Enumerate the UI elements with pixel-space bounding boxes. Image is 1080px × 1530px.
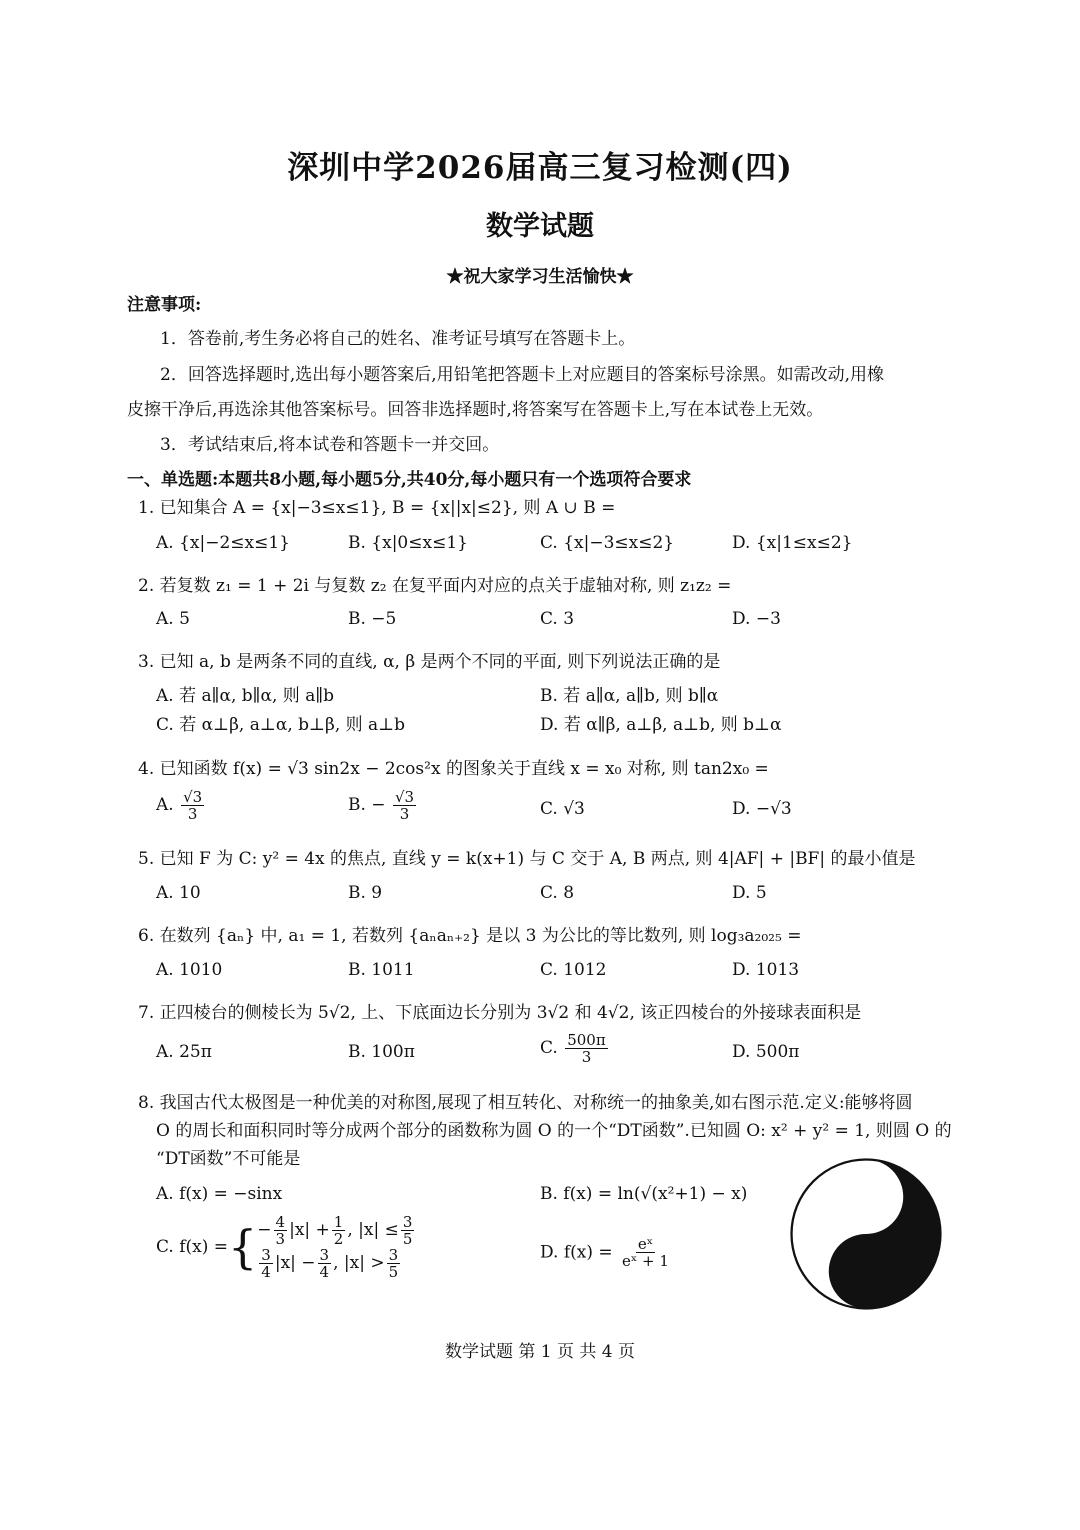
piece-2-frac-2 [318,1247,332,1280]
q4-option-b [348,789,418,822]
q8-option-c [156,1214,416,1280]
piece-1 [257,1214,416,1247]
q1-stem: 1. 已知集合 A = {x|−3≤x≤1}, B = {x||x|≤2}, 则 A ∪ B = [138,498,616,518]
notice-item-2-cont: 皮擦干净后,再选涂其他答案标号。回答非选择题时,将答案写在答题卡上,写在本试卷上无效。 [127,400,824,420]
q7-option-b: B. 100π [348,1042,415,1062]
piece-1-sign: − [257,1220,272,1240]
frac-den: 4 [319,1263,330,1281]
piece-1-frac-2 [332,1214,346,1247]
frac-num: 4 [275,1213,286,1231]
q8-d-label: D. f(x) = [540,1242,613,1263]
q5-option-c: C. 8 [540,883,575,903]
q3-option-c: C. 若 α⊥β, a⊥α, b⊥β, 则 a⊥b [156,715,406,735]
q8-option-a: A. f(x) = −sinx [156,1184,283,1204]
q8-d-num: eˣ [637,1235,654,1253]
frac-den: 4 [261,1263,271,1281]
motto: ★祝大家学习生活愉快★ [446,267,634,287]
piece-2-frac-3 [387,1247,401,1280]
frac-den: 2 [333,1230,344,1248]
q8-stem-line3: “DT函数”不可能是 [156,1149,301,1169]
q7-c-den: 3 [581,1048,592,1066]
q3-option-b: B. 若 a∥α, a∥b, 则 b∥α [540,686,719,706]
q7-c-num: 500π [567,1031,606,1049]
taiji-dark-dot [858,1263,875,1280]
piece-1-frac-3 [401,1214,415,1247]
frac-num: 3 [319,1246,330,1264]
q4-a-den: 3 [187,805,198,823]
frac-num: 3 [388,1246,399,1264]
q4-a-label: A. [156,795,174,815]
piece-1-cond: , |x| ≤ [347,1220,399,1240]
page-title: 深圳中学2026届高三复习检测(四) [287,150,793,186]
piecewise-brace: { [228,1220,258,1274]
notice-item-2: 2．回答选择题时,选出每小题答案后,用铅笔把答题卡上对应题目的答案标号涂黑。如需改动,用橡 [160,365,885,385]
q8-option-d [540,1236,673,1269]
q4-stem: 4. 已知函数 f(x) = √3 sin2x − 2cos²x 的图象关于直线 x = x₀ 对称, 则 tan2x₀ = [138,759,769,779]
q4-a-num: √3 [183,788,203,806]
q5-option-a: A. 10 [156,883,201,903]
q8-c-label: C. f(x) = [156,1237,229,1257]
q2-option-a: A. 5 [156,609,190,629]
q1-option-b: B. {x|0≤x≤1} [348,533,468,553]
q6-option-d: D. 1013 [732,960,800,980]
q7-option-c [540,1032,610,1065]
q6-option-c: C. 1012 [540,960,607,980]
q8-stem-line2: O 的周长和面积同时等分成两个部分的函数称为圆 O 的一个“DT函数”.已知圆 O: x² + y² = 1, 则圆 O 的 [156,1121,952,1141]
q7-c-label: C. [540,1038,558,1058]
q5-option-d: D. 5 [732,883,767,903]
q7-stem: 7. 正四棱台的侧棱长为 5√2, 上、下底面边长分别为 3√2 和 4√2, 该正四棱台的外接球表面积是 [138,1003,862,1023]
taiji-symbol-figure [790,1158,942,1310]
q6-option-b: B. 1011 [348,960,415,980]
frac-num: 3 [402,1213,413,1231]
q2-option-b: B. −5 [348,609,397,629]
q2-option-d: D. −3 [732,609,781,629]
q1-option-a: A. {x|−2≤x≤1} [156,533,290,553]
notice-item-3: 3．考试结束后,将本试卷和答题卡一并交回。 [160,435,500,455]
piecewise-cases [257,1214,416,1280]
q8-option-b: B. f(x) = ln(√(x²+1) − x) [540,1184,748,1204]
q5-stem: 5. 已知 F 为 C: y² = 4x 的焦点, 直线 y = k(x+1) 与 C 交于 A, B 两点, 则 4|AF| + |BF| 的最小值是 [138,849,916,869]
frac-den: 5 [402,1230,413,1248]
frac-den: 5 [388,1263,399,1281]
q4-option-d: D. −√3 [732,799,792,819]
q2-stem: 2. 若复数 z₁ = 1 + 2i 与复数 z₂ 在复平面内对应的点关于虚轴对称, 则 z₁z₂ = [138,576,732,596]
q8-stem-line1: 8. 我国古代太极图是一种优美的对称图,展现了相互转化、对称统一的抽象美,如右图示范.定义:能够将圆 [138,1093,913,1113]
q4-b-fraction [393,789,416,822]
q4-b-label: B. − [348,795,386,815]
q4-b-num: √3 [394,788,415,806]
q6-option-a: A. 1010 [156,960,223,980]
frac-num: 1 [333,1213,344,1231]
q6-stem: 6. 在数列 {aₙ} 中, a₁ = 1, 若数列 {aₙaₙ₊₂} 是以 3 为公比的等比数列, 则 log₃a₂₀₂₅ = [138,926,802,946]
q8-d-fraction [620,1236,671,1269]
q3-option-a: A. 若 a∥α, b∥α, 则 a∥b [156,686,335,706]
piece-1-text: |x| + [289,1220,330,1240]
piece-2-cond: , |x| > [333,1253,385,1273]
q2-option-c: C. 3 [540,609,575,629]
q4-a-fraction [181,789,204,822]
page-footer: 数学试题 第 1 页 共 4 页 [444,1342,636,1362]
q1-option-c: C. {x|−3≤x≤2} [540,533,675,553]
q4-b-den: 3 [399,805,410,823]
piece-2-frac [259,1247,273,1280]
q1-option-d: D. {x|1≤x≤2} [732,533,853,553]
subject-title: 数学试题 [486,211,594,242]
q7-c-fraction [565,1032,608,1065]
frac-num: 3 [261,1246,271,1264]
q4-option-a [156,789,206,822]
piece-2 [257,1247,416,1280]
q3-stem: 3. 已知 a, b 是两条不同的直线, α, β 是两个不同的平面, 则下列说法正确的是 [138,652,721,672]
q5-option-b: B. 9 [348,883,383,903]
q7-option-d: D. 500π [732,1042,800,1062]
notice-heading: 注意事项: [127,295,202,315]
piece-2-text: |x| − [274,1253,316,1273]
section-heading: 一、单选题:本题共8小题,每小题5分,共40分,每小题只有一个选项符合要求 [127,470,692,490]
taiji-light-dot [858,1188,875,1205]
q4-option-c: C. √3 [540,799,585,819]
q3-option-d: D. 若 α∥β, a⊥β, a⊥b, 则 b⊥α [540,715,782,735]
q7-option-a: A. 25π [156,1042,212,1062]
notice-item-1: 1．答卷前,考生务必将自己的姓名、准考证号填写在答题卡上。 [160,329,636,349]
frac-den: 3 [275,1230,286,1248]
piece-1-frac [274,1214,288,1247]
q8-d-den: eˣ + 1 [622,1252,669,1270]
